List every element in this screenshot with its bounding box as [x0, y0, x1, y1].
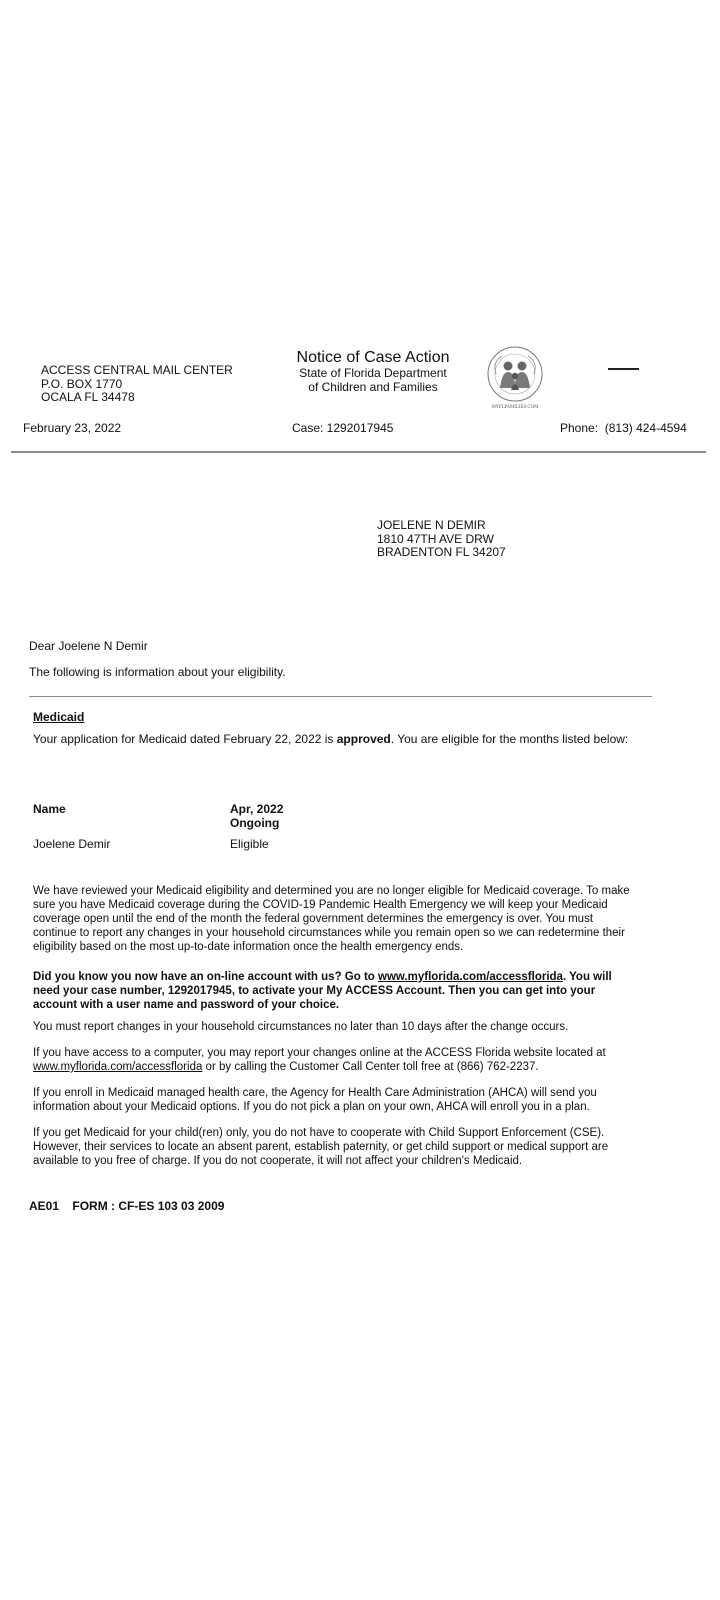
agency-line: of Children and Families	[308, 379, 438, 394]
phone-number: (813) 424-4594	[604, 421, 687, 435]
table-row-status: Eligible	[230, 837, 269, 851]
approval-statement	[33, 732, 628, 746]
para-line: account with a user name and password of your choice.	[33, 999, 340, 1011]
table-header-period	[230, 802, 283, 830]
greeting: Dear Joelene N Demir	[29, 639, 148, 653]
sender-line: P.O. BOX 1770	[41, 376, 123, 391]
seal-footer-text: MYFLFAMILIES.COM	[491, 404, 539, 409]
para-line: available to you free of charge. If you do not cooperate, it will not affect your children's Medicaid.	[33, 1155, 523, 1167]
para-line: need your case number, 1292017945, to activate your My ACCESS Account. Then you can get into your	[33, 985, 596, 997]
footer-form: FORM : CF-ES 103 03 2009	[72, 1199, 225, 1213]
report-changes-paragraph	[33, 1020, 653, 1034]
sender-line: ACCESS CENTRAL MAIL CENTER	[41, 363, 233, 377]
sender-line: OCALA FL 34478	[41, 390, 135, 404]
para-line: However, their services to locate an absent parent, establish paternity, or get child support or medical support are	[33, 1141, 609, 1153]
header-dash	[608, 368, 639, 370]
para-line: If you get Medicaid for your child(ren) only, you do not have to cooperate with Child Support Enforcement (CSE).	[33, 1127, 605, 1139]
online-pre: Did you know you now have an on-line account with us? Go to	[33, 971, 379, 983]
phone-row	[560, 421, 687, 435]
online-account-paragraph	[33, 970, 653, 1012]
form-footer	[29, 1199, 224, 1213]
phone-label: Phone:	[560, 421, 599, 435]
recipient-address	[377, 519, 506, 560]
footer-code: AE01	[29, 1199, 60, 1213]
managed-care-paragraph	[33, 1086, 653, 1114]
child-support-paragraph	[33, 1126, 653, 1168]
case-number: Case: 1292017945	[292, 421, 394, 435]
access-florida-link[interactable]: www.myflorida.com/accessflorida	[33, 1061, 203, 1073]
para-line: We have reviewed your Medicaid eligibility and determined you are no longer eligible for Medicaid coverage. To make	[33, 885, 630, 897]
approval-post: . You are eligible for the months listed below:	[390, 732, 629, 746]
recipient-line: JOELENE N DEMIR	[377, 518, 486, 532]
recipient-line: BRADENTON FL 34207	[377, 545, 506, 559]
para-line: You must report changes in your household circumstances no later than 10 days after the change occurs.	[33, 1021, 569, 1033]
table-row-name: Joelene Demir	[33, 837, 111, 851]
para-line: coverage open until the end of the month the federal government determines the emergency is over. You must	[33, 913, 594, 925]
section-divider	[29, 696, 652, 697]
notice-date: February 23, 2022	[23, 421, 122, 435]
para-line: or by calling the Customer Call Center toll free at (866) 762-2237.	[202, 1061, 539, 1073]
header-divider	[11, 451, 706, 453]
para-line: information about your Medicaid options. If you do not pick a plan on your own, AHCA will enroll you in a plan.	[33, 1101, 590, 1113]
recipient-line: 1810 47TH AVE DRW	[377, 531, 494, 546]
online-account-link[interactable]: www.myflorida.com/accessflorida	[378, 971, 563, 983]
ineligibility-paragraph	[33, 884, 653, 954]
dcf-seal-logo	[480, 344, 550, 412]
para-line: If you have access to a computer, you may report your changes online at the ACCESS Florida website located at	[33, 1047, 606, 1059]
period-ongoing: Ongoing	[230, 816, 280, 830]
para-line: If you enroll in Medicaid managed health care, the Agency for Health Care Administration (AHCA) will send you	[33, 1087, 597, 1099]
notice-title: Notice of Case Action	[296, 349, 450, 366]
approval-pre: Your application for Medicaid dated February 22, 2022 is	[33, 732, 337, 746]
approval-status: approved	[336, 732, 391, 746]
para-line: continue to report any changes in your household circumstances while you remain open so we can redetermine their	[33, 927, 625, 939]
online-post: . You will	[562, 971, 612, 983]
period-start: Apr, 2022	[230, 802, 284, 816]
para-line: sure you have Medicaid coverage during the COVID-19 Pandemic Health Emergency we will keep your Medicaid	[33, 899, 608, 911]
medicaid-heading: Medicaid	[33, 710, 85, 724]
table-header-name: Name	[33, 802, 66, 816]
online-reporting-paragraph	[33, 1046, 653, 1074]
notice-title-block	[272, 348, 474, 394]
para-line: eligibility based on the most up-to-date information once the health emergency ends.	[33, 941, 464, 953]
sender-address	[41, 364, 233, 405]
intro-text: The following is information about your eligibility.	[29, 665, 286, 679]
agency-line: State of Florida Department	[299, 366, 447, 380]
